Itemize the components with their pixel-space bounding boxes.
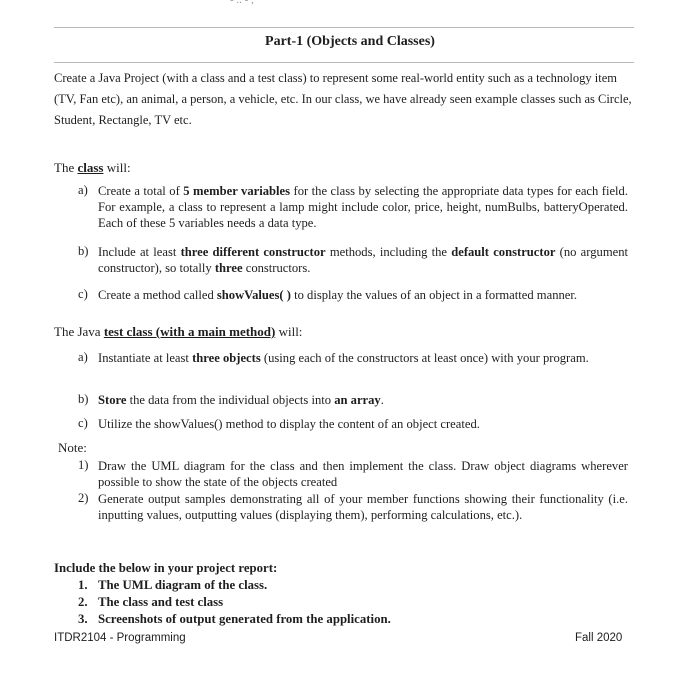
footer-term: Fall 2020 (575, 632, 623, 644)
list-marker: a) (78, 183, 88, 197)
note-label: Note: (58, 440, 87, 455)
test-item-c: Utilize the showValues() method to display the content of an object created. (98, 417, 480, 431)
class-lead-suffix: will: (103, 160, 131, 175)
class-section-lead (54, 160, 131, 176)
test-section-lead: The Java test class (with a main method) will: (54, 324, 303, 339)
title-rule (54, 62, 634, 63)
class-item-a: Create a total of 5 member variables for the class by selecting the appropriate data types for each field. For example, a class to represent a lamp might include color, price, height, numBulbs, batteryOperated. Each of these 5 variables needs a data type. (98, 184, 629, 230)
report-item-1: The UML diagram of the class. (98, 578, 268, 592)
footer-course: ITDR2104 - Programming (54, 632, 186, 644)
list-marker: 3. (78, 612, 88, 626)
intro-paragraph: Create a Java Project (with a class and a test class) to represent some real-world entity such as a technology item (TV, Fan etc), an animal, a person, a vehicle, etc. In our class, we have already seen example classes such as Circle, Student, Rectangle, TV etc. (54, 71, 632, 127)
list-marker: 1. (78, 578, 88, 592)
list-marker: c) (78, 416, 88, 430)
test-item-a: Instantiate at least three objects (using each of the constructors at least once) with your program. (98, 351, 589, 365)
list-marker: 1) (78, 458, 89, 472)
class-lead-keyword: class (77, 160, 104, 175)
list-marker: 2) (78, 491, 89, 505)
note-item-1: Draw the UML diagram for the class and then implement the class. Draw object diagrams wherever possible to show the state of the objects created (98, 459, 628, 489)
report-heading: Include the below in your project report: (54, 561, 278, 575)
list-marker: b) (78, 392, 89, 406)
test-item-b: Store the data from the individual objects into an array. (98, 393, 384, 407)
report-item-3: Screenshots of output generated from the application. (98, 612, 391, 626)
class-item-b: Include at least three different constructor methods, including the default constructor (no argument constructor), so totally three constructors. (98, 245, 629, 275)
class-item-c: Create a method called showValues( ) to display the values of an object in a formatted manner. (98, 288, 578, 302)
report-item-2: The class and test class (98, 595, 224, 609)
top-rule (54, 27, 634, 28)
note-item-2: Generate output samples demonstrating all of your member functions showing their functionality (i.e. inputting values, outputting values (displaying them), performing calculations, etc.). (98, 492, 628, 522)
list-marker: c) (78, 287, 88, 301)
class-lead-prefix: The (54, 160, 78, 175)
list-marker: a) (78, 350, 88, 364)
page-title: Part-1 (Objects and Classes) (265, 34, 435, 49)
list-marker: 2. (78, 595, 88, 609)
list-marker: b) (78, 244, 89, 258)
cut-off-header-text: - .. - , (230, 0, 254, 6)
